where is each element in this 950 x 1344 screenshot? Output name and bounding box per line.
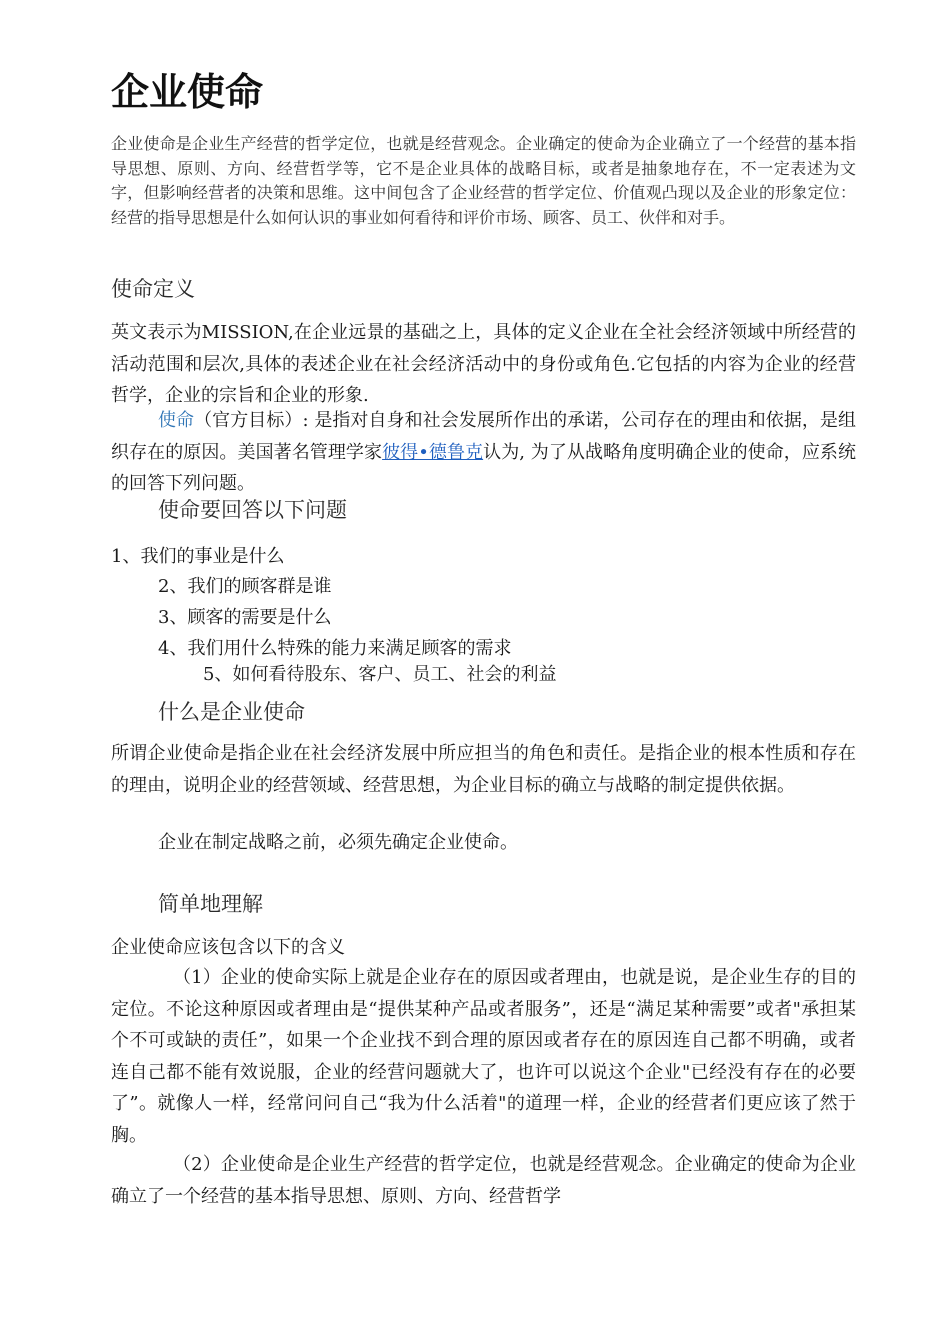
peter-drucker-link[interactable]: 彼得•德鲁克	[382, 441, 484, 463]
mission-term: 使命	[158, 410, 195, 431]
what-is-mission-paragraph: 所谓企业使命是指企业在社会经济发展中所应担当的角色和责任。是指企业的根本性质和存在的理由，说明企业的经营领域、经营思想，为企业目标的确立与战略的制定提供依据。	[111, 743, 856, 796]
strategy-prerequisite-paragraph: 企业在制定战略之前，必须先确定企业使命。	[158, 832, 518, 853]
meaning-point-2: （2）企业使命是企业生产经营的哲学定位，也就是经营观念。企业确定的使命为企业确立了一个经营的基本指导思想、原则、方向、经营哲学	[111, 1154, 856, 1207]
mission-official-goal-text-b: 认为, 为了从战略角度明确企业的使命，应系统的回答下列问题。	[111, 441, 856, 494]
question-item-3: 3、顾客的需要是什么	[158, 607, 332, 628]
section-heading-mission-definition: 使命定义	[111, 277, 195, 301]
section-heading-what-is-mission: 什么是企业使命	[158, 700, 305, 724]
meaning-lead-line: 企业使命应该包含以下的含义	[111, 937, 345, 958]
mission-official-goal-text-a: （官方目标）: 是指对自身和社会发展所作出的承诺，公司存在的理由和依据，是组织存在的原因。美国著名管理学家	[111, 410, 856, 463]
section-heading-simple-understanding: 简单地理解	[158, 892, 263, 916]
mission-official-goal-paragraph	[111, 405, 856, 500]
section-heading-questions: 使命要回答以下问题	[158, 498, 347, 522]
question-item-1: 1、我们的事业是什么	[111, 546, 285, 567]
question-item-2: 2、我们的顾客群是谁	[158, 576, 332, 597]
intro-paragraph: 企业使命是企业生产经营的哲学定位，也就是经营观念。企业确定的使命为企业确立了一个经营的基本指导思想、原则、方向、经营哲学等，它不是企业具体的战略目标，或者是抽象地存在，不一定表述为文字，但影响经营者的决策和思维。这中间包含了企业经营的哲学定位、价值观凸现以及企业的形象定位：经营的指导思想是什么如何认识的事业如何看待和评价市场、顾客、员工、伙伴和对手。	[111, 134, 856, 227]
mission-definition-paragraph: 英文表示为MISSION,在企业远景的基础之上，具体的定义企业在全社会经济领域中所经营的活动范围和层次,具体的表述企业在社会经济活动中的身份或角色.它包括的内容为企业的经营哲学，企业的宗旨和企业的形象.	[111, 322, 856, 406]
page-title: 企业使命	[111, 69, 264, 114]
question-item-5: 5、如何看待股东、客户、员工、社会的利益	[203, 664, 557, 685]
meaning-point-1: （1）企业的使命实际上就是企业存在的原因或者理由，也就是说，是企业生存的目的定位。不论这种原因或者理由是“提供某种产品或者服务”，还是“满足某种需要”或者"承担某个不可或缺的责任”，如果一个企业找不到合理的原因或者存在的原因连自己都不明确，或者连自己都不能有效说服，企业的经营问题就大了，也许可以说这个企业"已经没有存在的必要了”。就像人一样，经常问问自己“我为什么活着"的道理一样，企业的经营者们更应该了然于胸。	[111, 967, 856, 1146]
question-item-4: 4、我们用什么特殊的能力来满足顾客的需求	[158, 638, 512, 659]
